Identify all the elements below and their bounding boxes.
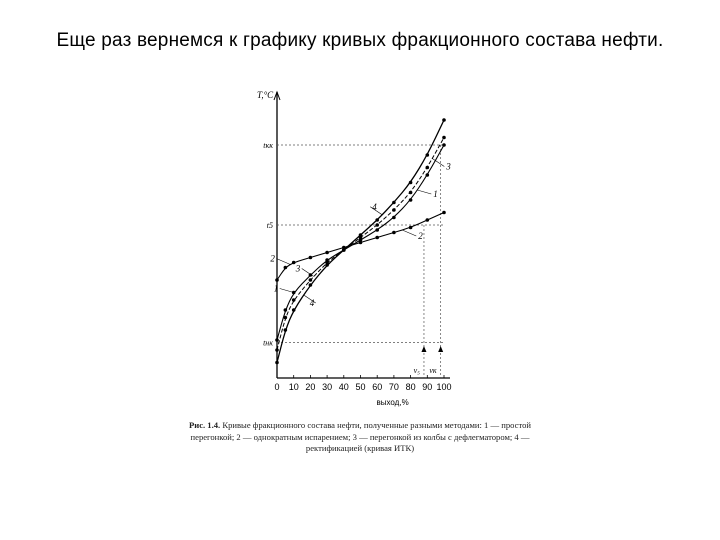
curve-label: 1 xyxy=(433,189,438,199)
x-marker-arrow xyxy=(438,346,443,352)
x-tick-label: 20 xyxy=(305,382,316,392)
x-tick-label: 0 xyxy=(274,382,280,392)
data-point xyxy=(275,348,279,352)
data-point xyxy=(292,308,296,312)
curve-label-leader xyxy=(302,269,314,277)
data-point xyxy=(409,226,413,230)
x-marker-label: v₅ xyxy=(413,366,420,375)
figure-caption xyxy=(186,420,534,455)
data-point xyxy=(375,223,379,227)
x-tick-label: 70 xyxy=(388,382,399,392)
data-point xyxy=(442,136,446,140)
data-point xyxy=(426,153,430,157)
x-tick-label: 50 xyxy=(355,382,366,392)
data-point xyxy=(275,278,279,282)
x-tick-label: 60 xyxy=(372,382,383,392)
y-marker-label: t5 xyxy=(266,221,273,230)
curve-label: 1 xyxy=(273,283,279,294)
data-point xyxy=(275,361,279,365)
data-point xyxy=(292,298,296,302)
data-point xyxy=(284,316,288,320)
curve-label: 2 xyxy=(418,231,423,241)
data-point xyxy=(284,266,288,270)
data-point xyxy=(375,218,379,222)
data-point xyxy=(309,278,313,282)
data-point xyxy=(409,198,413,202)
y-marker-label: tнк xyxy=(263,338,273,348)
data-point xyxy=(359,241,363,245)
x-marker-arrow xyxy=(421,346,426,352)
data-point xyxy=(409,181,413,185)
curve-label: 4 xyxy=(309,298,315,308)
data-point xyxy=(309,283,313,287)
curve-label-leader xyxy=(402,230,416,236)
curve-label: 4 xyxy=(372,201,377,212)
x-marker-label: vк xyxy=(429,366,437,375)
data-point xyxy=(284,328,288,332)
data-point xyxy=(392,201,396,205)
data-point xyxy=(325,251,329,255)
data-point xyxy=(325,263,329,267)
x-tick-label: 90 xyxy=(422,382,433,392)
x-tick-label: 40 xyxy=(338,382,349,392)
x-tick-label: 80 xyxy=(405,382,416,392)
data-point xyxy=(426,218,430,222)
data-point xyxy=(375,236,379,240)
curve-label: 3 xyxy=(446,161,451,172)
x-tick-label: 30 xyxy=(322,382,333,392)
curve-label: 3 xyxy=(295,263,301,274)
x-tick-label: 100 xyxy=(436,382,452,392)
series-line-2 xyxy=(277,213,444,281)
caption-lead: Рис. 1.4. xyxy=(189,420,221,430)
data-point xyxy=(275,338,279,342)
x-axis-label: выход,% xyxy=(376,398,409,407)
data-point xyxy=(359,233,363,237)
x-tick-label: 10 xyxy=(288,382,299,392)
data-point xyxy=(442,143,446,147)
data-point xyxy=(442,211,446,215)
curve-label-leader xyxy=(276,259,290,265)
data-point xyxy=(409,191,413,195)
slide-title: Еще раз вернемся к графику кривых фракционного состава нефти. xyxy=(56,30,664,51)
data-point xyxy=(375,228,379,232)
data-point xyxy=(392,208,396,212)
data-point xyxy=(284,308,288,312)
data-point xyxy=(426,173,430,177)
data-point xyxy=(392,216,396,220)
curve-label: 2 xyxy=(270,253,275,264)
y-axis-label: T,°C xyxy=(257,90,274,100)
curve-label-leader xyxy=(417,190,431,194)
data-point xyxy=(342,248,346,252)
data-point xyxy=(392,231,396,235)
data-point xyxy=(309,256,313,260)
curve-label-leader xyxy=(280,289,294,293)
data-point xyxy=(442,118,446,122)
data-point xyxy=(426,166,430,170)
y-marker-label: tкк xyxy=(263,141,273,150)
caption-body: Кривые фракционного состава нефти, полученные разными методами: 1 — простой перегонкой; 2 — однократным испарением; 3 — перегонкой из колбы с дефлегматором; 4 — ректификацией (кривая ИТК) xyxy=(190,420,531,453)
